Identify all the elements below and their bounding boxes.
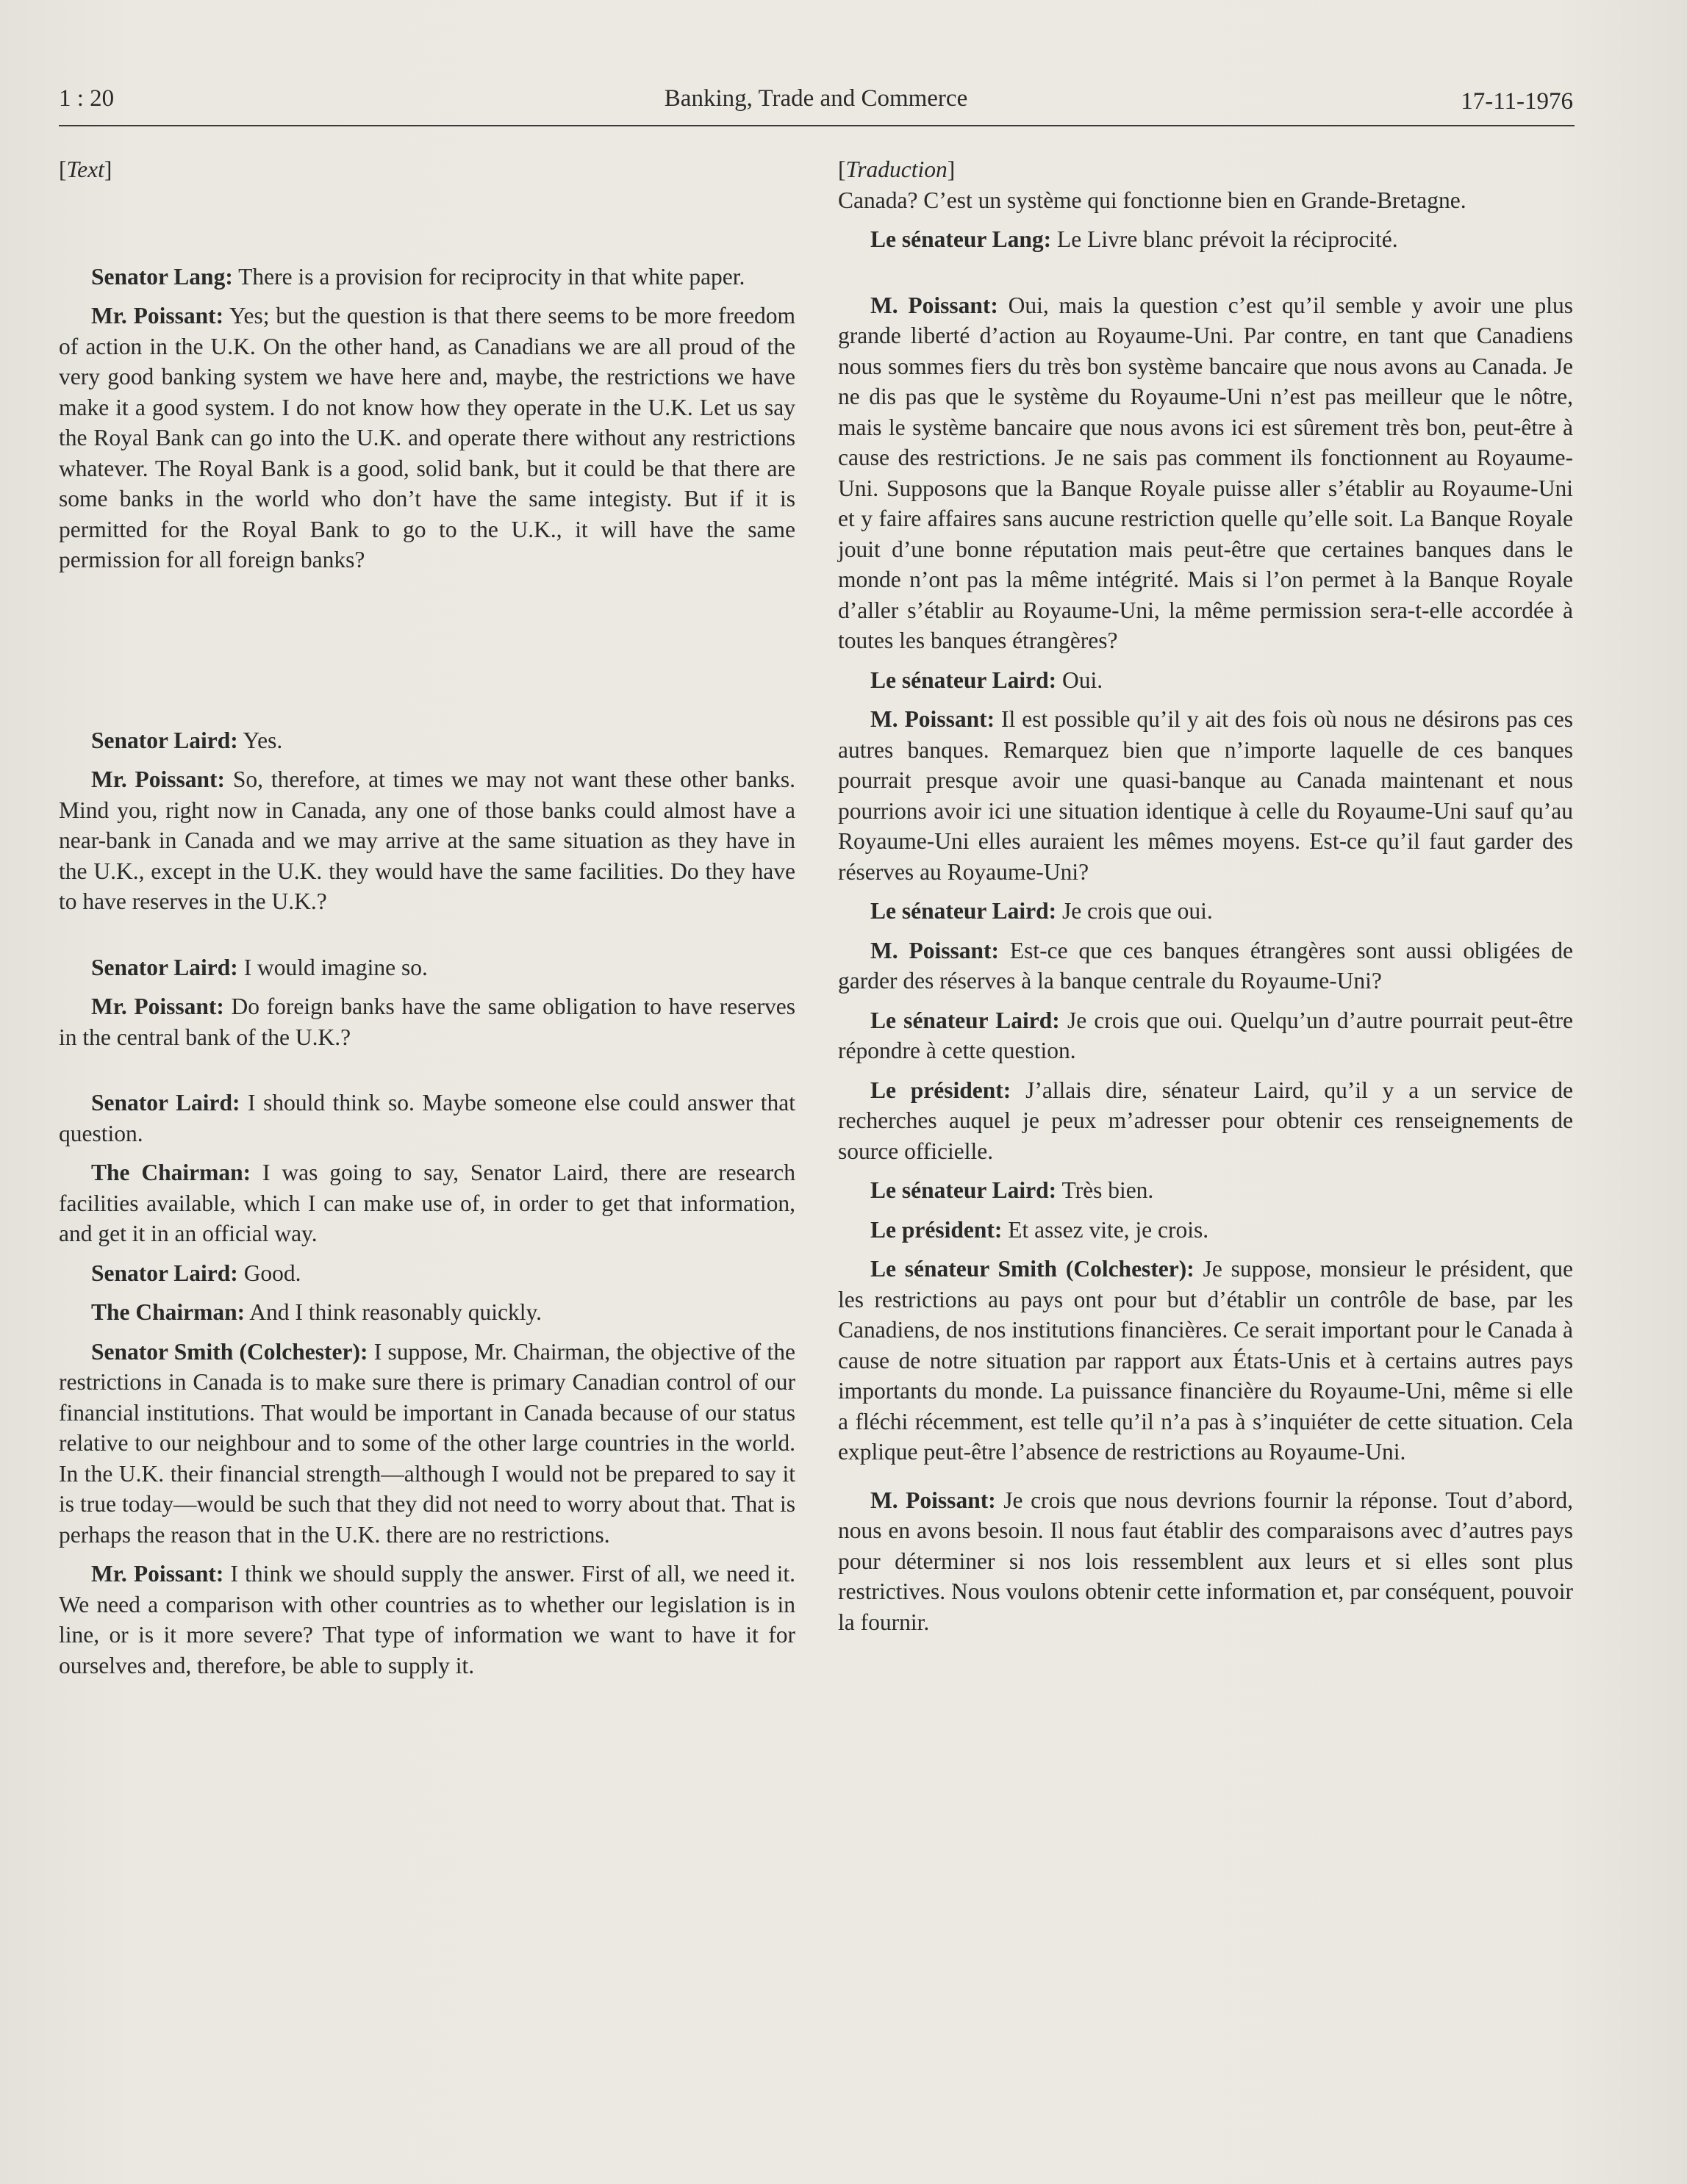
english-paragraph [59, 764, 795, 917]
french-paragraph [838, 704, 1573, 887]
speech-text: I should think so. Maybe someone else could answer that question. [59, 1090, 795, 1146]
speech-text: And I think reasonably quickly. [245, 1299, 542, 1325]
speech-text: Good. [237, 1260, 301, 1286]
header-rule [59, 125, 1575, 126]
speech-text: I would imagine so. [237, 954, 428, 980]
page-date: 17-11-1976 [1461, 88, 1573, 115]
speaker-name: Mr. Poissant: [91, 766, 226, 792]
speaker-name: The Chairman: [91, 1299, 246, 1325]
french-paragraph [838, 224, 1573, 255]
speaker-name: M. Poissant: [870, 706, 995, 732]
english-paragraph [59, 991, 795, 1052]
english-paragraph [59, 262, 795, 292]
french-paragraph [838, 1175, 1573, 1206]
speaker-name: Senator Lang: [91, 263, 233, 290]
speaker-name: Senator Laird: [91, 1090, 240, 1116]
english-paragraph [59, 301, 795, 575]
speaker-name: Senator Laird: [91, 954, 238, 980]
speech-text: So, therefore, at times we may not want these other banks. Mind you, right now in Canada, any one of those banks could almost have a near-bank in Canada and we may arrive at the same situation as they have in the U.K., except in the U.K. they would have the same facilities. Do they have to have reserves in the U.K.? [59, 766, 795, 914]
speech-text: J’allais dire, sénateur Laird, qu’il y a un service de recherches auquel je peux m’adresser pour obtenir ces renseignements de source officielle. [838, 1077, 1573, 1164]
speech-text: Je crois que oui. Quelqu’un d’autre pourrait peut-être répondre à cette question. [838, 1007, 1573, 1063]
speaker-name: Le sénateur Laird: [870, 667, 1057, 693]
french-paragraph [838, 896, 1573, 927]
speech-text: Do foreign banks have the same obligation to have reserves in the central bank of the U.K.? [59, 994, 795, 1050]
english-paragraph [59, 725, 795, 756]
speaker-name: Mr. Poissant: [91, 994, 224, 1019]
speech-text: Est-ce que ces banques étrangères sont aussi obligées de garder des réserves à la banque centrale du Royaume-Uni? [838, 937, 1573, 994]
english-paragraph [59, 1088, 795, 1149]
speaker-name: Mr. Poissant: [91, 1561, 224, 1587]
french-paragraph [838, 1005, 1573, 1066]
french-paragraph [838, 290, 1573, 656]
page-header [59, 79, 1573, 126]
speaker-name: Le sénateur Lang: [870, 226, 1052, 252]
french-section-tag: [Traduction] [838, 157, 956, 182]
speech-text: I was going to say, Senator Laird, there are research facilities available, which I can make use of, in order to get that information, and get it in an official way. [59, 1160, 796, 1246]
french-paragraph [838, 935, 1573, 996]
speech-text: Yes. [237, 727, 283, 753]
speech-text: Le Livre blanc prévoit la réciprocité. [1051, 226, 1398, 252]
speech-text: I think we should supply the answer. First of all, we need it. We need a comparison with other countries as to whether our legislation is in line, or is it more severe? That type of information we want to have it for ourselves and, therefore, be able to supply it. [59, 1561, 795, 1678]
french-paragraph [838, 1215, 1573, 1246]
speaker-name: Le sénateur Laird: [870, 1007, 1060, 1033]
english-paragraph [59, 1337, 795, 1551]
french-paragraph [838, 1485, 1573, 1638]
english-paragraph [59, 1297, 795, 1328]
speaker-name: Le sénateur Smith (Colchester): [870, 1256, 1194, 1282]
speaker-name: Le sénateur Laird: [870, 898, 1057, 924]
speech-text: Yes; but the question is that there seems to be more freedom of action in the U.K. On the other hand, as Canadians we are all proud of the very good banking system we have here and, maybe, the restrictions we have make it a good system. I do not know how they operate in the U.K. Let us say the Royal Bank can go into the U.K. and operate there without any restrictions whatever. The Royal Bank is a good, solid bank, but it could be that there are some banks in the world who don’t have the same integisty. But if it is permitted for the Royal Bank to go to the U.K., it will have the same permission for all foreign banks? [59, 303, 795, 572]
speaker-name: The Chairman: [91, 1160, 251, 1185]
speaker-name: Le président: [870, 1216, 1003, 1243]
speech-text: Oui, mais la question c’est qu’il semble y avoir une plus grande liberté d’action au Royaume-Uni. Par contre, en tant que Canadiens nous sommes fiers du très bon système bancaire que nous avons au Canada. Je ne dis pas que le système du Royaume-Uni n’est pas meilleur que le nôtre, mais le système bancaire que nous avons ici est sûrement très bon, peut-être à cause des restrictions. Je ne sais pas comment ils fonctionnent au Royaume-Uni. Supposons que la Banque Royale puisse aller s’établir au Royaume-Uni et y faire affaires sans aucune restriction quelle qu’elle soit. La Banque Royale jouit d’une bonne réputation mais peut-être que certaines banques dans le monde n’ont pas la même intégrité. Mais si l’on permet à la Banque Royale d’aller s’établir au Royaume-Uni, la même permission sera-t-elle accordée à toutes les banques étrangères? [838, 292, 1573, 653]
page-number: 1 : 20 [59, 85, 115, 112]
french-paragraph [838, 1254, 1573, 1468]
speaker-name: Mr. Poissant: [91, 303, 224, 328]
french-continuation: Canada? C’est un système qui fonctionne bien en Grande-Bretagne. [838, 187, 1466, 213]
speaker-name: Le président: [870, 1077, 1011, 1103]
speaker-name: Senator Laird: [91, 727, 238, 753]
english-column [59, 154, 795, 1681]
speech-text: Je crois que oui. [1056, 898, 1213, 924]
french-paragraph [838, 1075, 1573, 1167]
speech-text: Je crois que nous devrions fournir la réponse. Tout d’abord, nous en avons besoin. Il nous faut établir des comparaisons avec d’autres pays pour déterminer si nos lois ressemblent aux leurs et si elles sont plus restrictives. Nous voulons obtenir cette information et, par conséquent, pouvoir la fournir. [838, 1487, 1573, 1635]
speech-text: Et assez vite, je crois. [1002, 1216, 1209, 1243]
speaker-name: M. Poissant: [870, 937, 999, 963]
french-column [838, 154, 1573, 1637]
english-paragraph [59, 1157, 795, 1249]
speech-text: Il est possible qu’il y ait des fois où nous ne désirons pas ces autres banques. Remarquez bien que n’importe laquelle de ces banques pourrait presque avoir une quasi-banque au Canada maintenant et nous pourrions avoir ici une situation identique à celle du Royaume-Uni sauf qu’au Royaume-Uni elles auraient les mêmes moyens. Est-ce qu’il faut garder des réserves au Royaume-Uni? [838, 706, 1573, 885]
speech-text: Oui. [1056, 667, 1103, 693]
english-paragraph [59, 1559, 795, 1681]
speaker-name: Le sénateur Laird: [870, 1177, 1057, 1203]
english-paragraph [59, 952, 795, 983]
speech-text: There is a provision for reciprocity in that white paper. [232, 263, 745, 290]
speaker-name: Senator Laird: [91, 1260, 238, 1286]
english-section-tag: [Text] [59, 157, 112, 182]
speaker-name: M. Poissant: [870, 292, 998, 318]
page-title: Banking, Trade and Commerce [664, 85, 968, 112]
english-paragraph [59, 1258, 795, 1289]
speech-text: Très bien. [1056, 1177, 1154, 1203]
speech-text: Je suppose, monsieur le président, que les restrictions au pays ont pour but d’établir un contrôle de base, par les Canadiens, de nos institutions financières. Ce serait important pour le Canada à cause de notre situation par rapport aux États-Unis et à certains autres pays importants du monde. La puissance financière du Royaume-Uni, même si elle a fléchi récemment, est telle qu’il n’a pas à s’inquiéter de cette situation. Cela explique peut-être l’absence de restrictions au Royaume-Uni. [838, 1256, 1573, 1465]
french-paragraph [838, 665, 1573, 696]
speaker-name: M. Poissant: [870, 1487, 996, 1513]
speech-text: I suppose, Mr. Chairman, the objective of the restrictions in Canada is to make sure there is primary Canadian control of our financial institutions. That would be important in Canada because of our status relative to our neighbour and to some of the other large countries in the world. In the U.K. their financial strength—although I would not be prepared to say it is true today—would be such that they did not need to worry about that. That is perhaps the reason that in the U.K. there are no restrictions. [59, 1338, 795, 1548]
speaker-name: Senator Smith (Colchester): [91, 1338, 368, 1365]
